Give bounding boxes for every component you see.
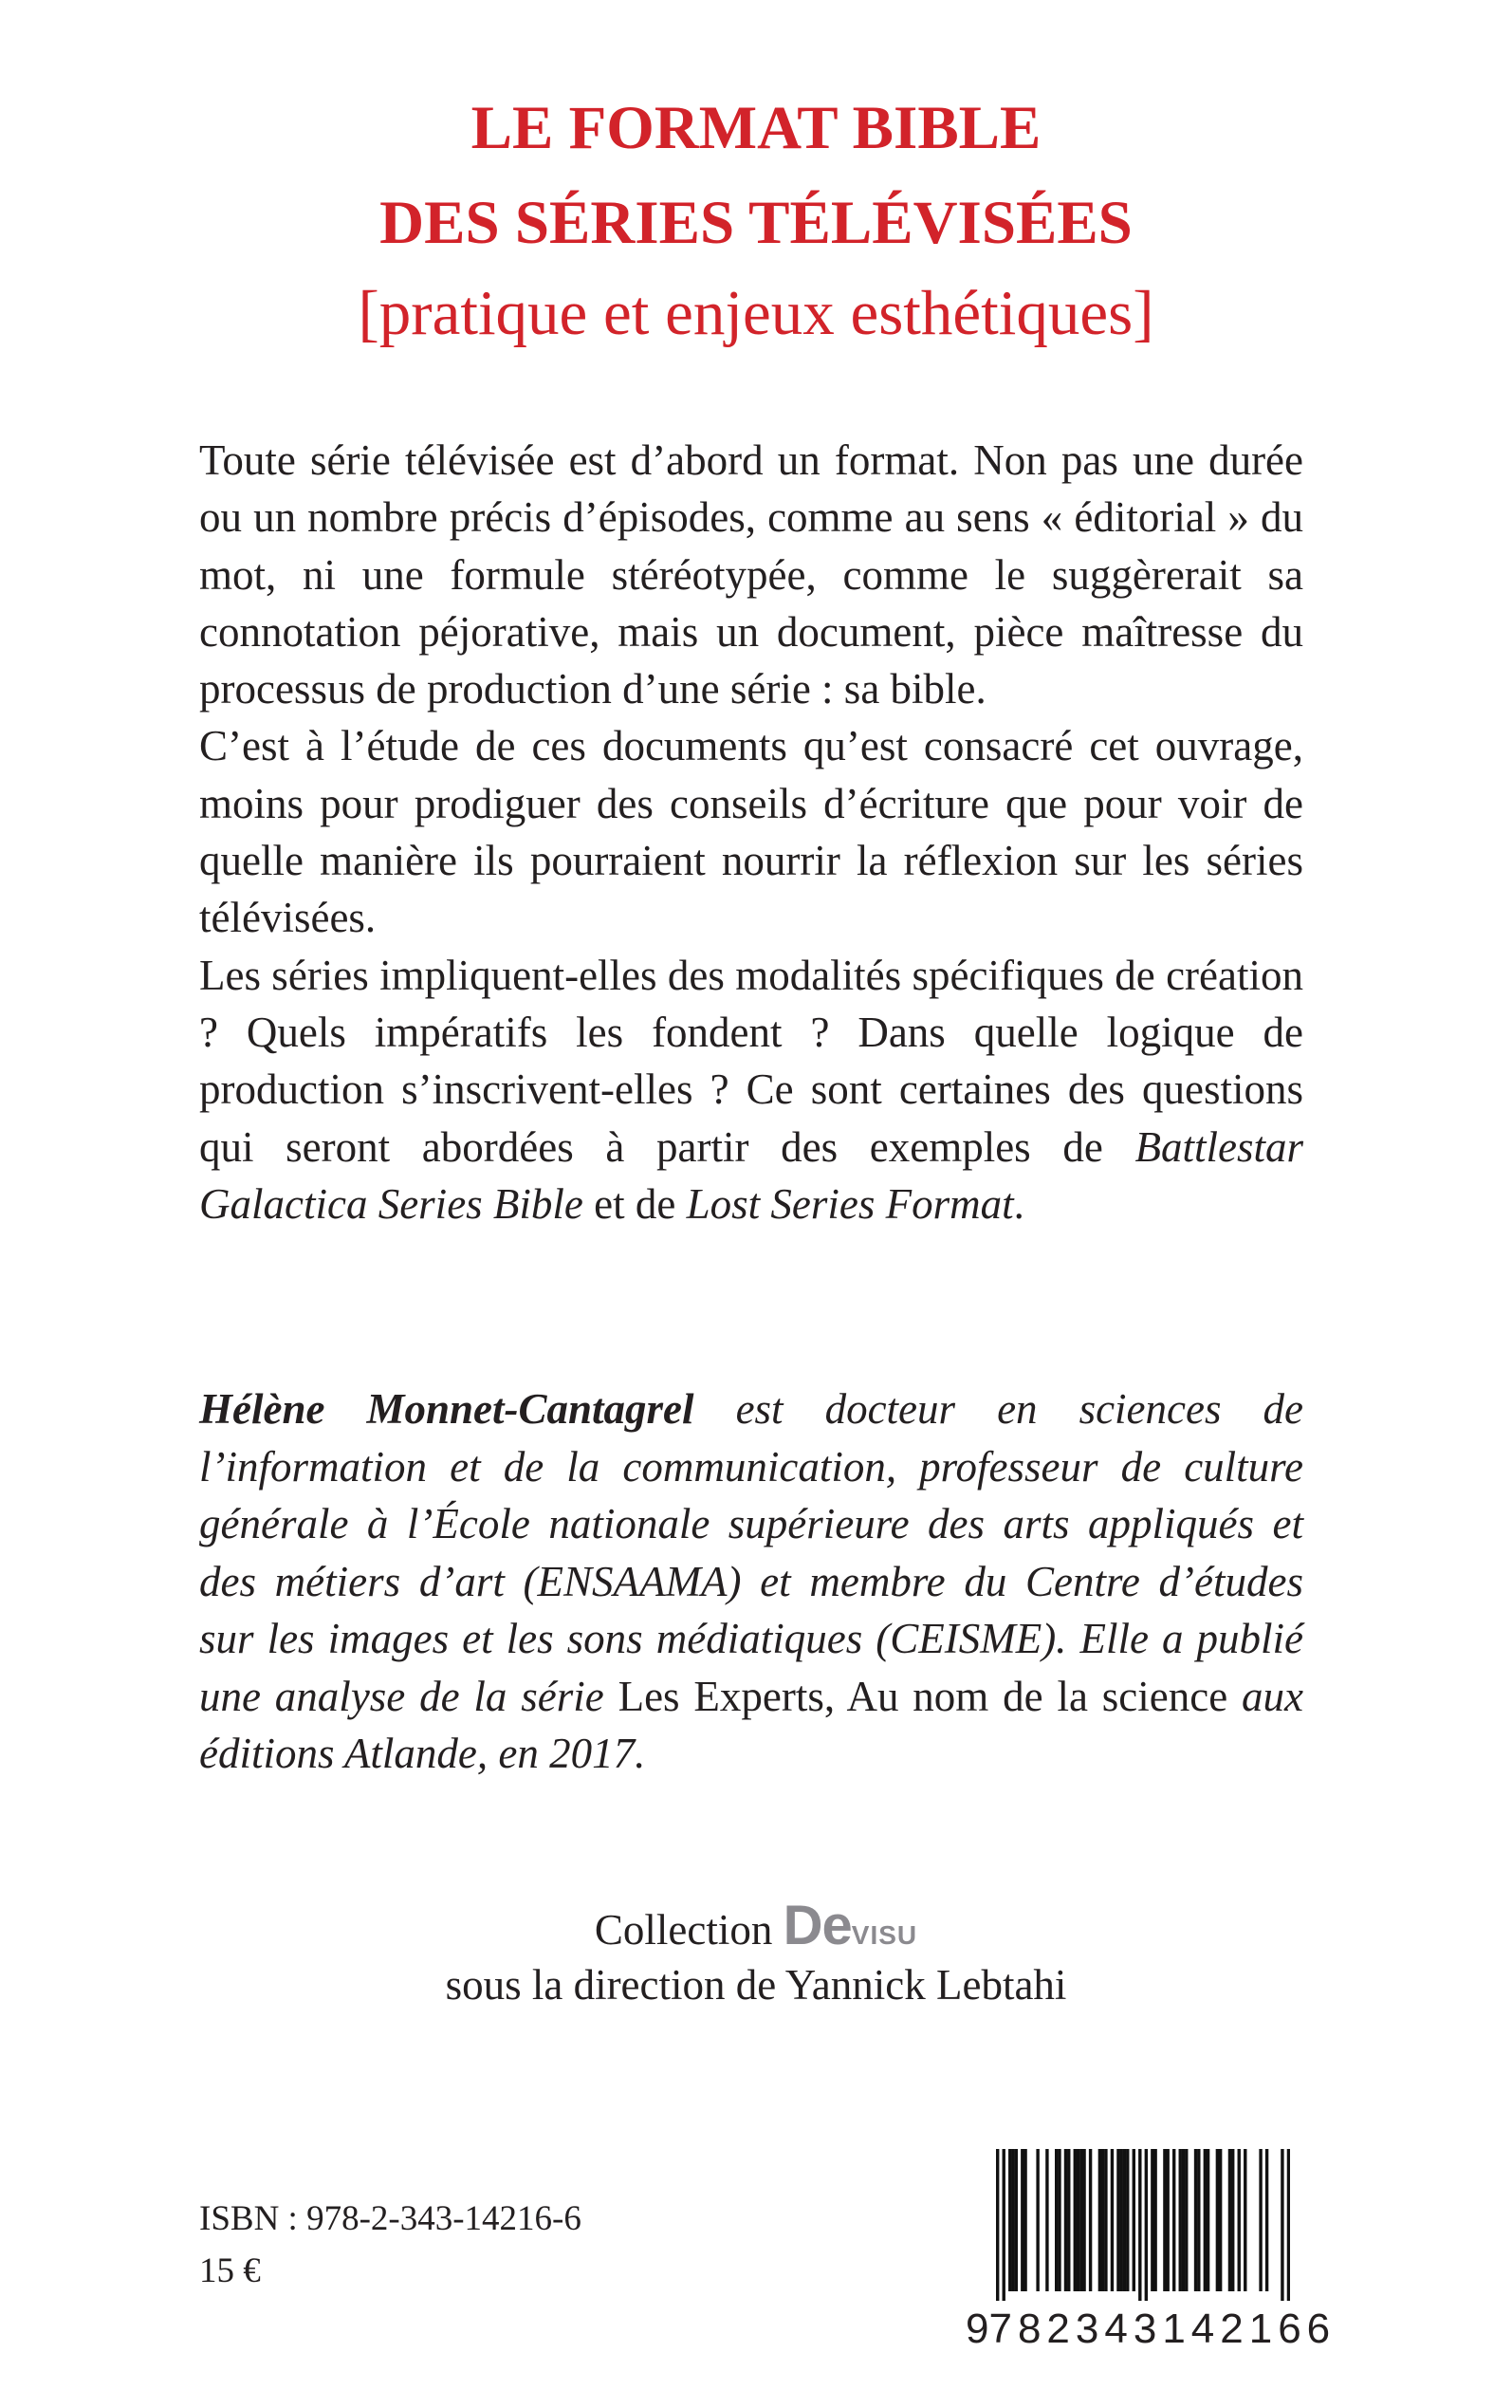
blurb-paragraph-1: Toute série télévisée est d’abord un format. Non pas une durée ou un nombre précis d’épisodes, comme au sens « éditorial » du mot, ni une formule stéréotypée, comme le suggèrerait sa connotation péjorative, mais un document, pièce maîtresse du processus de production d’une série : sa bible. <box>199 436 1303 713</box>
barcode-bar <box>1082 2149 1085 2291</box>
blurb-work-title-1: Battlestar Galactica Series Bible <box>199 1122 1304 1228</box>
barcode-bar <box>1231 2149 1234 2291</box>
barcode-bar <box>1133 2149 1135 2291</box>
barcode-bar <box>1281 2149 1283 2301</box>
barcode-bar <box>1207 2149 1209 2291</box>
collection-line <box>0 1895 1512 1964</box>
barcode-bar <box>1008 2149 1011 2291</box>
barcode-bar <box>1166 2149 1169 2291</box>
barcode-bar <box>1036 2149 1039 2291</box>
barcode-bar <box>1216 2149 1219 2291</box>
barcode-bar <box>1197 2149 1200 2291</box>
barcode-bar <box>1111 2149 1114 2291</box>
isbn: ISBN : 978-2-343-14216-6 <box>199 2199 581 2238</box>
author-work-title: Les Experts, Au nom de la science <box>618 1672 1228 1720</box>
barcode-bar <box>1219 2149 1222 2291</box>
barcode-bar <box>1101 2149 1104 2291</box>
barcode-bar <box>1244 2149 1246 2291</box>
barcode-digit-first: 9 <box>966 2306 989 2352</box>
barcode-bar <box>1058 2149 1060 2291</box>
barcode-bar <box>1151 2149 1153 2291</box>
barcode-bar <box>1064 2149 1067 2291</box>
barcode-bar <box>1045 2149 1048 2291</box>
author-bio <box>199 1380 1303 1783</box>
barcode-bar <box>1003 2149 1005 2301</box>
barcode-bar <box>1153 2149 1156 2291</box>
barcode-bar <box>1259 2149 1262 2291</box>
barcode-bar <box>1074 2149 1077 2291</box>
barcode-bar <box>1067 2149 1070 2291</box>
barcode <box>996 2149 1290 2301</box>
author-name: Hélène Monnet-Cantagrel <box>199 1385 694 1433</box>
barcode-bar <box>1055 2149 1058 2291</box>
barcode-bar <box>1145 2149 1148 2301</box>
barcode-bar <box>1104 2149 1107 2291</box>
barcode-bar <box>1116 2149 1119 2291</box>
barcode-bar <box>1077 2149 1079 2291</box>
price: 15 € <box>199 2251 261 2290</box>
barcode-bar <box>1265 2149 1268 2291</box>
barcode-bar <box>1179 2149 1182 2291</box>
collection-label: Collection <box>594 1906 784 1954</box>
barcode-bar <box>1120 2149 1123 2291</box>
book-title-line-2: DES SÉRIES TÉLÉVISÉES <box>379 189 1133 257</box>
barcode-bar <box>1123 2149 1126 2291</box>
barcode-bar <box>1021 2149 1023 2291</box>
devisu-logo-visu: VISU <box>851 1920 918 1950</box>
barcode-digits-right: 142166 <box>1162 2306 1337 2352</box>
barcode-bar <box>1023 2149 1026 2291</box>
blurb-paragraph-3-text: Les séries impliquent-elles des modalités spécifiques de création ? Quels impératifs les fondent ? Dans quelle logique de production s’inscrivent-elles ? Ce sont certaines des questions qui seront abordées à partir des exemples de <box>199 951 1303 1171</box>
barcode-bar <box>1185 2149 1188 2291</box>
barcode-digits-left: 782343 <box>988 2306 1163 2352</box>
devisu-logo <box>783 1895 918 1956</box>
back-cover-blurb <box>199 432 1303 1232</box>
barcode-bar <box>1098 2149 1101 2291</box>
author-bio-text-1: est docteur en sciences de l’information et de la communication, professeur de culture générale à l’École nationale supérieure des arts appliqués et des métiers d’art (ENSAAMA) et membre du Centre d’études sur les images et les sons médiatiques (CEISME). Elle a publié une analyse de la série <box>199 1385 1303 1720</box>
barcode-bar <box>1194 2149 1197 2291</box>
barcode-bar <box>1015 2149 1018 2291</box>
barcode-bar <box>1172 2149 1175 2291</box>
collection-director: sous la direction de Yannick Lebtahi <box>445 1961 1067 2009</box>
barcode-bar <box>1079 2149 1082 2291</box>
barcode-bar <box>1287 2149 1290 2301</box>
barcode-bar <box>1089 2149 1092 2291</box>
barcode-bar <box>1182 2149 1185 2291</box>
author-bio-text-2: aux éditions Atlande, en 2017. <box>199 1672 1303 1777</box>
barcode-bar <box>1138 2149 1141 2301</box>
blurb-paragraph-2: C’est à l’étude de ces documents qu’est consacré cet ouvrage, moins pour prodiguer des conseils d’écriture que pour voir de quelle manière ils pourraient nourrir la réflexion sur les séries télévisées. <box>199 722 1303 942</box>
barcode-bar <box>1163 2149 1166 2291</box>
blurb-work-title-2: Lost Series Format <box>686 1179 1014 1228</box>
barcode-bar <box>1228 2149 1231 2291</box>
barcode-bar <box>1011 2149 1014 2291</box>
book-title-line-1: LE FORMAT BIBLE <box>470 94 1042 162</box>
devisu-logo-de: De <box>783 1895 852 1956</box>
barcode-bar <box>1126 2149 1129 2291</box>
blurb-paragraph-3 <box>199 947 1303 1232</box>
book-subtitle: [pratique et enjeux esthétiques] <box>358 278 1154 348</box>
blurb-connector: et de <box>582 1179 687 1228</box>
barcode-digits <box>966 2301 1337 2358</box>
barcode-bar <box>1238 2149 1241 2291</box>
barcode-bar <box>996 2149 999 2301</box>
blurb-end: . <box>1013 1179 1024 1228</box>
barcode-bar <box>1204 2149 1207 2291</box>
